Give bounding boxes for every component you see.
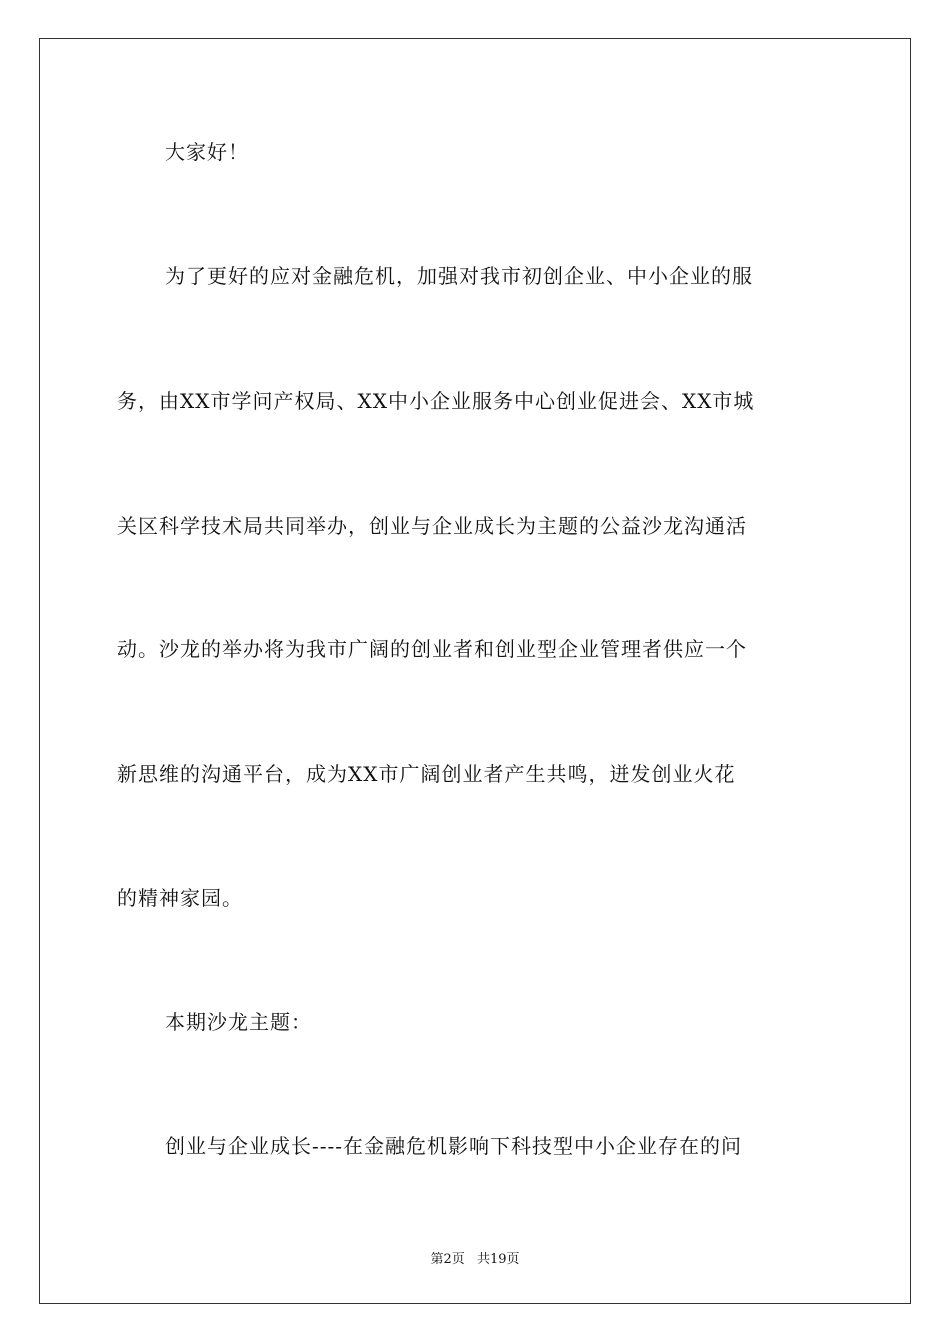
page-footer: [0, 1248, 950, 1267]
paragraph-line-2: 务，由XX市学问产权局、XX中小企业服务中心创业促进会、XX市城: [117, 389, 755, 413]
paragraph-line-1: 为了更好的应对金融危机，加强对我市初创企业、中小企业的服: [165, 264, 753, 288]
theme-line: 创业与企业成长----在金融危机影响下科技型中小企业存在的问: [165, 1134, 743, 1158]
page-frame: [39, 38, 911, 1304]
theme-heading: 本期沙龙主题：: [165, 1010, 312, 1034]
paragraph-line-5: 新思维的沟通平台，成为XX市广阔创业者产生共鸣，迸发创业火花: [117, 762, 736, 786]
paragraph-line-4: 动。沙龙的举办将为我市广阔的创业者和创业型企业管理者供应一个: [117, 637, 747, 661]
paragraph-line-3: 关区科学技术局共同举办，创业与企业成长为主题的公益沙龙沟通活: [117, 514, 747, 538]
total-pages: 共19页: [476, 1252, 520, 1267]
greeting: 大家好！: [165, 140, 249, 164]
paragraph-line-6: 的精神家园。: [117, 886, 243, 910]
page-number: 第2页: [430, 1252, 465, 1267]
